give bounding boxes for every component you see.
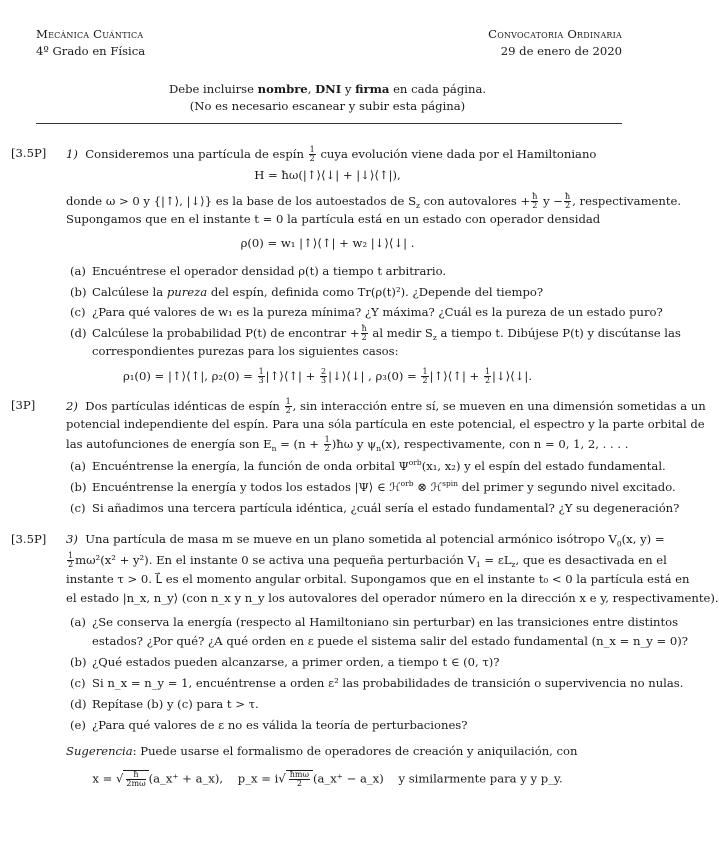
q3-formulas: x = √ $\frac{ħ}{2m\omega}$ (a_x⁺ + a_x), p_x = i√ $\frac{\text{ħmω}}{2}$ (a_x⁺ − a_x) y similarmente para y y p_y. [92, 770, 563, 789]
notice-line-2: (No es necesario escanear y subir esta página) [189, 99, 466, 113]
q1-b-text-a: Calcúlese la [92, 285, 167, 299]
notice-signature: firma [355, 82, 390, 96]
notice-sep-2: y [341, 82, 356, 96]
fraction: $\frac{1}{2}$ [68, 551, 74, 570]
q2-b-sup-orb: orb [400, 479, 414, 489]
q3-item-a [70, 615, 678, 631]
q1-d-label: (d) [70, 325, 87, 340]
hint-text: : Puede usarse el formalismo de operadores de creación y aniquilación, con [132, 744, 578, 758]
q2-b-label: (b) [70, 480, 87, 494]
q1-cases-a: ρ₁(0) = |↑⟩⟨↑|, ρ₂(0) = [122, 368, 253, 383]
q2-b-mid: ⊗ ℋ [413, 480, 443, 494]
q1-line-2: donde ω > 0 y {|↑⟩, |↓⟩} es la base de los autoestados de $S_z$ con autovalores + $\frac{ħ}{2}$ y − $\frac{ħ}{2}$ , respectivamente. [66, 192, 682, 211]
q1-d-text-c: a tiempo t. Dibújese P(t) y discútanse las [436, 325, 681, 340]
fraction: $\frac{\text{ħmω}}{2}$ [289, 770, 309, 789]
q1-item-c [70, 305, 663, 321]
q2-number: 2) [66, 398, 78, 413]
q2-c-text: Si añadimos una tercera partícula idéntica, ¿cuál sería el estado fundamental? ¿Y su degeneración? [92, 501, 680, 515]
q1-cases-c: |↓⟩⟨↓| , ρ₃(0) = [328, 368, 417, 383]
q1-cases-d: |↑⟩⟨↑| + [429, 368, 480, 383]
fraction: $\frac{ħ}{2}$ [565, 192, 571, 211]
q2-b-sup-spin: spin [442, 479, 459, 489]
sqrt-p [286, 770, 313, 789]
exam-date: 29 de enero de 2020 [500, 44, 622, 58]
q1-item-d: (d) Calcúlese la probabilidad P(t) de encontrar + $\frac{ħ}{2}$ al medir $S_z$ a tiempo t. Dibújese P(t) y discútanse las [70, 324, 681, 343]
header-left [36, 27, 145, 61]
fraction: $\frac{ħ}{2m\omega}$ [126, 770, 146, 789]
q1-cases [0, 368, 655, 386]
q2-l1-a: Dos partículas idénticas de espín [85, 398, 280, 413]
q2-l3-d: (x), respectivamente, con n = 0, 1, 2, . . . . [381, 436, 629, 451]
q1-l2-b: con autovalores + [420, 193, 531, 208]
q2-a-sup: orb [408, 458, 422, 468]
q1-c-text: ¿Para qué valores de w₁ es la pureza mínima? ¿Y máxima? ¿Cuál es la pureza de un estado puro? [92, 305, 663, 319]
q1-a-text: Encuéntrese el operador densidad ρ(t) a tiempo t arbitrario. [92, 264, 447, 278]
q3-l1-b: (x, y) = [621, 532, 665, 546]
q2-item-c [70, 501, 679, 517]
header-right [488, 27, 622, 61]
q1-d-text-a: Calcúlese la probabilidad P(t) de encontrar + [92, 325, 360, 340]
q1-intro-b: cuya evolución viene dada por el Hamiltoniano [320, 146, 597, 161]
q1-l2-a: donde ω > 0 y {|↑⟩, |↓⟩} es la base de los autoestados de S [66, 193, 417, 208]
fraction: $\frac{1}{2}$ [309, 145, 315, 164]
q1-intro-a: Consideremos una partícula de espín [85, 146, 304, 161]
q3-b-text: ¿Qué estados pueden alcanzarse, a primer orden, a tiempo t ∈ (0, τ)? [92, 655, 500, 669]
fraction: $\frac{1}{2}$ [285, 397, 291, 416]
formula-p-rhs: (a_x⁺ − a_x) [313, 771, 384, 786]
notice [0, 82, 655, 116]
formula-x-rhs: (a_x⁺ + a_x), [148, 771, 224, 786]
notice-sep-1: , [307, 82, 316, 96]
q3-points: [3.5P] [11, 532, 47, 546]
q2-b-text-b: del primer y segundo nivel excitado. [458, 480, 676, 494]
q3-d-text: Repítase (b) y (c) para t > τ. [92, 697, 259, 711]
notice-name: nombre [257, 82, 308, 96]
q1-cases-b: |↑⟩⟨↑| + [265, 368, 316, 383]
q2-item-a [70, 459, 666, 475]
q1-d-line-2: correspondientes purezas para los siguientes casos: [92, 344, 399, 358]
notice-dni: DNI [315, 82, 342, 96]
q2-points: [3P] [11, 398, 36, 412]
q2-c-label: (c) [70, 501, 86, 515]
q1-b-purity: pureza [166, 285, 208, 299]
exam-session: Convocatoria Ordinaria [488, 27, 622, 41]
q1-l2-c: y − [539, 193, 564, 208]
notice-suffix: en cada página. [389, 82, 487, 96]
notice-prefix: Debe incluirse [168, 82, 258, 96]
q3-line-1: 3) Una partícula de masa m se mueve en un plano sometida al potencial armónico isótropo $V_0(x$, y) = [66, 532, 665, 549]
q3-line-4: el estado |n_x, n_y⟩ (con n_x y n_y los autovalores del operador número en la dirección x e y, respectivamente). [66, 591, 719, 605]
degree-label: 4º Grado en Física [36, 44, 146, 58]
q1-item-b [70, 285, 543, 301]
q2-line-1 [66, 398, 706, 416]
q3-item-c [70, 676, 683, 692]
q3-line-2: $\frac{1}{2}$ mω²(x² + y²). En el instante 0 se activa una pequeña perturbación $V_1 = \varepsilon L_z$, que es desactivada en el [68, 551, 667, 570]
q3-l2-b: = εL [480, 552, 512, 567]
q3-e-label: (e) [70, 718, 86, 732]
q1-a-label: (a) [70, 264, 86, 278]
q3-hint [66, 744, 577, 760]
q3-number: 3) [66, 532, 78, 546]
q3-l2-c: , que es desactivada en el [515, 552, 667, 567]
q3-l1-a: Una partícula de masa m se mueve en un plano sometida al potencial armónico isótropo V [85, 532, 617, 546]
q1-intro [66, 146, 596, 164]
q1-item-a [70, 264, 446, 280]
q3-c-label: (c) [70, 676, 86, 690]
q3-d-label: (d) [70, 697, 87, 711]
formula-x-lhs: x = [92, 771, 113, 786]
q3-l2-a: mω²(x² + y²). En el instante 0 se activa una pequeña perturbación V [75, 552, 476, 567]
q2-l1-b: , sin interacción entre sí, se mueven en una dimensión sometidas a un [292, 398, 706, 413]
q3-e-text: ¿Para qué valores de ε no es válida la teoría de perturbaciones? [92, 718, 468, 732]
formula-end: y similarmente para y y p_y. [398, 771, 563, 786]
q1-c-label: (c) [70, 305, 86, 319]
q2-b-text-a: Encuéntrense la energía y todos los estados |Ψ⟩ ∈ ℋ [92, 480, 401, 494]
fraction: $\frac{2}{3}$ [321, 367, 327, 386]
q1-number: 1) [66, 146, 78, 161]
q1-b-label: (b) [70, 285, 87, 299]
q2-a-label: (a) [70, 459, 86, 473]
q1-density-initial: ρ(0) = w₁ |↑⟩⟨↑| + w₂ |↓⟩⟨↓| . [240, 236, 415, 250]
q3-b-label: (b) [70, 655, 87, 669]
q2-line-3: las autofunciones de energía son $E_n = (n$ + $\frac{1}{2}$ )ħω y $\psi_n(x)$, respectivamente, con n = 0, 1, 2, . . . . [66, 435, 629, 454]
fraction: $\frac{1}{2}$ [484, 367, 491, 386]
q1-cases-e: |↓⟩⟨↓|. [492, 368, 533, 383]
sqrt-x [123, 770, 148, 789]
q2-a-text: Encuéntrense la energía, la función de onda orbital Ψ [92, 459, 409, 473]
q2-l3-b: = (n + [276, 436, 319, 451]
q1-hamiltonian: H = ħω(|↑⟩⟨↓| + |↓⟩⟨↑|), [254, 168, 401, 182]
course-title: Mecánica Cuántica [36, 27, 144, 41]
fraction: $\frac{1}{3}$ [258, 367, 264, 386]
hint-label: Sugerencia [66, 744, 133, 758]
q1-points: [3.5P] [11, 146, 47, 160]
fraction: $\frac{1}{2}$ [422, 367, 428, 386]
q2-l3-a: las autofunciones de energía son E [66, 436, 272, 451]
q3-a-text: ¿Se conserva la energía (respecto al Hamiltoniano sin perturbar) en las transiciones entre distintos [92, 615, 679, 629]
q2-a-text-2: (x₁, x₂) y el espín del estado fundamental. [421, 459, 666, 473]
q1-b-text-b: del espín, definida como Tr(ρ(t)²). ¿Depende del tiempo? [207, 285, 544, 299]
q1-line-3: Supongamos que en el instante t = 0 la partícula está en un estado con operador densidad [66, 212, 601, 226]
q3-c-text: Si n_x = n_y = 1, encuéntrense a orden ε² las probabilidades de transición o supervivencia no nulas. [92, 676, 684, 690]
q2-line-2: potencial independiente del espín. Para una sóla partícula en este potencial, el espectro y la parte orbital de [66, 417, 705, 431]
fraction: $\frac{ħ}{2}$ [532, 192, 538, 211]
q1-l2-d: , respectivamente. [572, 193, 682, 208]
notice-line-1 [0, 82, 655, 99]
q2-item-b [70, 480, 676, 496]
q3-a-line-2: estados? ¿Por qué? ¿A qué orden en ε puede el sistema salir del estado fundamental (n_x = n_y = 0)? [92, 634, 689, 648]
q3-line-3: instante τ > 0. L⃗ es el momento angular orbital. Supongamos que en el instante t₀ < 0 la partícula está en [66, 572, 690, 586]
q3-item-d [70, 697, 259, 713]
q2-l3-c: )ħω y ψ [331, 436, 377, 451]
q3-a-label: (a) [70, 615, 86, 629]
fraction: $\frac{ħ}{2}$ [361, 324, 367, 343]
divider [36, 123, 622, 124]
fraction: $\frac{1}{2}$ [324, 435, 330, 454]
formula-p-lhs: p_x = i [237, 771, 279, 786]
q1-d-text-b: al medir S [368, 325, 433, 340]
q3-item-e [70, 718, 467, 734]
q3-item-b [70, 655, 500, 671]
